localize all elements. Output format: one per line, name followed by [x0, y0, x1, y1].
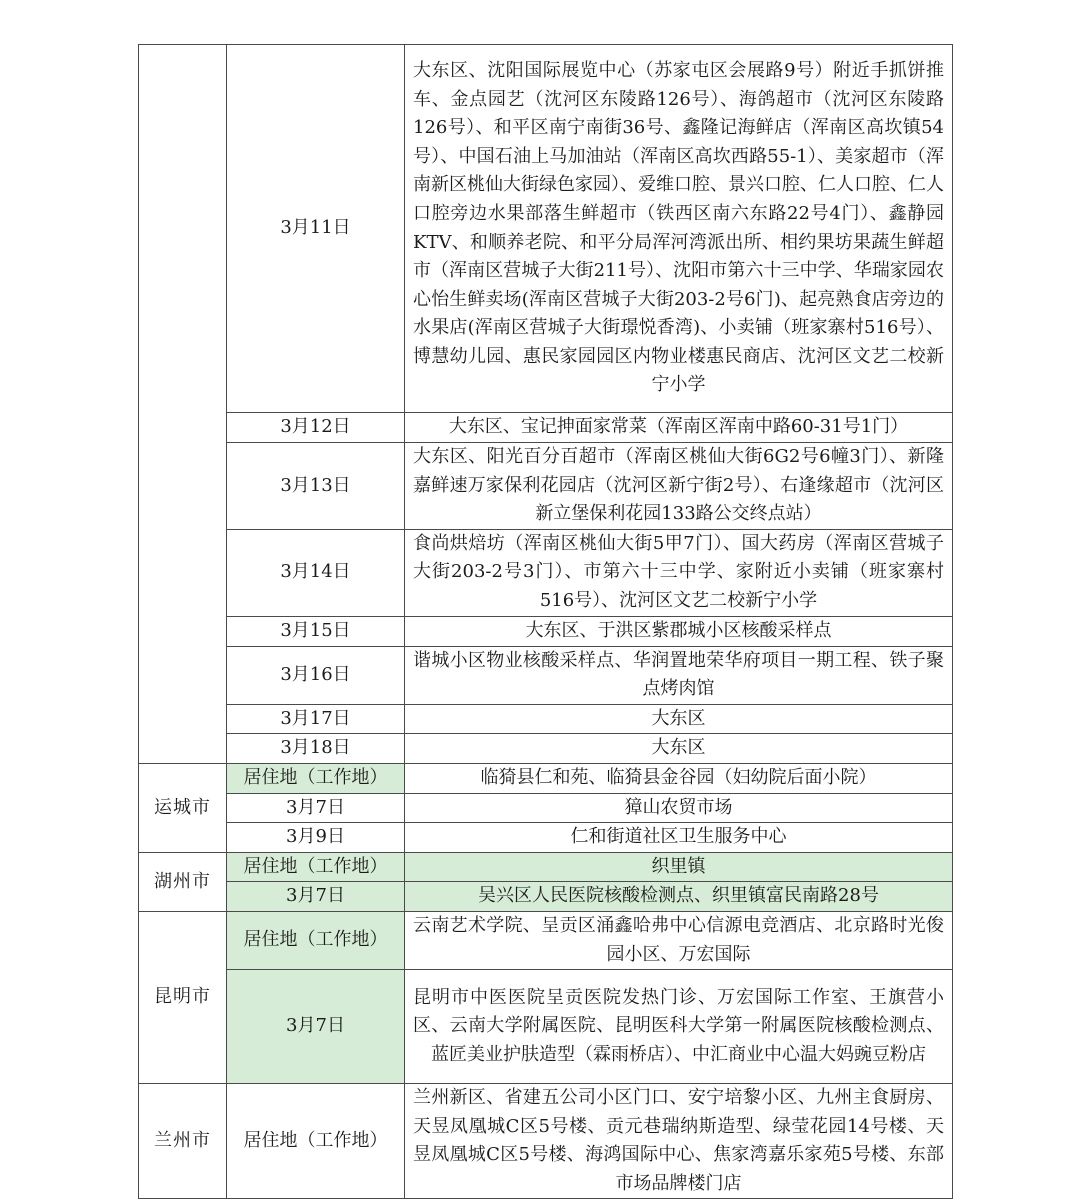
place-cell: 大东区	[405, 704, 953, 734]
table-row	[139, 763, 953, 793]
table-row	[139, 793, 953, 823]
place-cell: 吴兴区人民医院核酸检测点、织里镇富民南路28号	[405, 882, 953, 912]
date-cell: 居住地（工作地）	[227, 852, 405, 882]
city-cell: 运城市	[139, 763, 227, 852]
date-cell: 3月16日	[227, 646, 405, 704]
table-row	[139, 704, 953, 734]
date-cell: 3月17日	[227, 704, 405, 734]
date-cell: 居住地（工作地）	[227, 763, 405, 793]
table-row	[139, 1084, 953, 1199]
place-cell: 仁和街道社区卫生服务中心	[405, 823, 953, 853]
table-row	[139, 646, 953, 704]
city-cell: 兰州市	[139, 1084, 227, 1199]
place-cell: 大东区、宝记抻面家常菜（浑南区浑南中路60-31号1门）	[405, 413, 953, 443]
place-cell: 云南艺术学院、呈贡区涌鑫哈弗中心信源电竞酒店、北京路时光俊园小区、万宏国际	[405, 911, 953, 969]
place-cell: 大东区、阳光百分百超市（浑南区桃仙大街6G2号6幢3门）、新隆嘉鲜速万家保利花园店（沈河区新宁街2号）、右逢缘超市（沈河区新立堡保利花园133路公交终点站）	[405, 443, 953, 530]
place-cell: 食尚烘焙坊（浑南区桃仙大街5甲7门）、国大药房（浑南区营城子大街203-2号3门）、市第六十三中学、家附近小卖铺（班家寨村516号）、沈河区文艺二校新宁小学	[405, 529, 953, 616]
table-row	[139, 529, 953, 616]
place-cell: 织里镇	[405, 852, 953, 882]
table-row	[139, 970, 953, 1084]
place-cell: 谐城小区物业核酸采样点、华润置地荣华府项目一期工程、铁子聚点烤肉馆	[405, 646, 953, 704]
city-cell: 湖州市	[139, 852, 227, 911]
risk-locations-table	[138, 44, 953, 1199]
date-cell: 3月7日	[227, 793, 405, 823]
place-cell: 临猗县仁和苑、临猗县金谷园（妇幼院后面小院）	[405, 763, 953, 793]
place-cell: 獐山农贸市场	[405, 793, 953, 823]
city-cell: 昆明市	[139, 911, 227, 1083]
table-row	[139, 45, 953, 413]
table-row	[139, 734, 953, 764]
table-row	[139, 413, 953, 443]
date-cell: 3月9日	[227, 823, 405, 853]
table-row	[139, 616, 953, 646]
date-cell: 3月15日	[227, 616, 405, 646]
date-cell: 3月14日	[227, 529, 405, 616]
date-cell: 3月7日	[227, 882, 405, 912]
date-cell: 3月11日	[227, 45, 405, 413]
place-cell: 大东区、于洪区紫郡城小区核酸采样点	[405, 616, 953, 646]
date-cell: 3月13日	[227, 443, 405, 530]
date-cell: 居住地（工作地）	[227, 1084, 405, 1199]
place-cell: 大东区、沈阳国际展览中心（苏家屯区会展路9号）附近手抓饼推车、金点园艺（沈河区东陵路126号）、海鸽超市（沈河区东陵路126号）、和平区南宁南街36号、鑫隆记海鲜店（浑南区高坎镇54号）、中国石油上马加油站（浑南区高坎西路55-1）、美家超市（浑南新区桃仙大街绿色家园）、爱维口腔、景兴口腔、仁人口腔、仁人口腔旁边水果部落生鲜超市（铁西区南六东路22号4门）、鑫静园KTV、和顺养老院、和平分局浑河湾派出所、相约果坊果蔬生鲜超市（浑南区营城子大街211号）、沈阳市第六十三中学、华瑞家园农心怡生鲜卖场(浑南区营城子大街203-2号6门)、起亮熟食店旁边的水果店(浑南区营城子大街璟悦香湾)、小卖铺（班家寨村516号）、博慧幼儿园、惠民家园园区内物业楼惠民商店、沈河区文艺二校新宁小学	[405, 45, 953, 413]
city-cell	[139, 45, 227, 764]
date-cell: 3月18日	[227, 734, 405, 764]
date-cell: 3月12日	[227, 413, 405, 443]
place-cell: 昆明市中医医院呈贡医院发热门诊、万宏国际工作室、王旗营小区、云南大学附属医院、昆明医科大学第一附属医院核酸检测点、蓝匠美业护肤造型（霖雨桥店）、中汇商业中心温大妈豌豆粉店	[405, 970, 953, 1084]
date-cell: 3月7日	[227, 970, 405, 1084]
date-cell: 居住地（工作地）	[227, 911, 405, 969]
place-cell: 大东区	[405, 734, 953, 764]
table-row	[139, 852, 953, 882]
table-row	[139, 911, 953, 969]
table-row	[139, 443, 953, 530]
table-row	[139, 882, 953, 912]
table-row	[139, 823, 953, 853]
place-cell: 兰州新区、省建五公司小区门口、安宁培黎小区、九州主食厨房、天昱凤凰城C区5号楼、贡元巷瑞纳斯造型、绿莹花园14号楼、天昱凤凰城C区5号楼、海鸿国际中心、焦家湾嘉乐家苑5号楼、东部市场品牌楼门店	[405, 1084, 953, 1199]
